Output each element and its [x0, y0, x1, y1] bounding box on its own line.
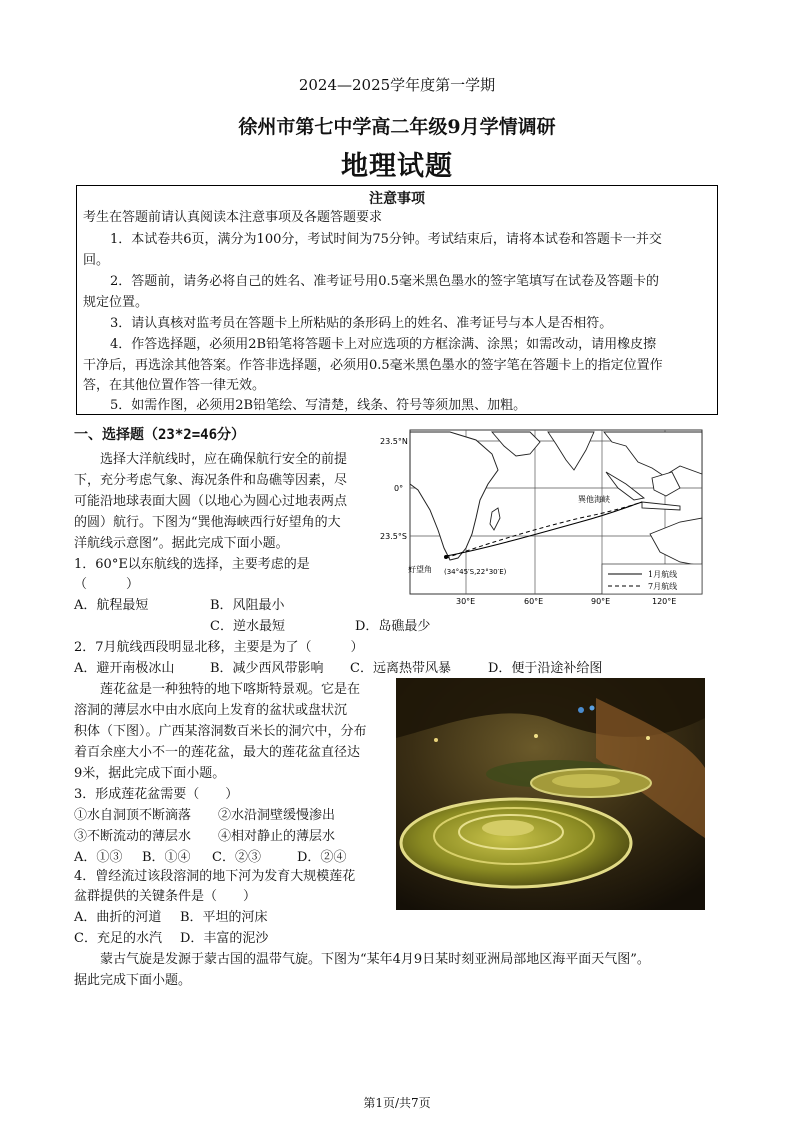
- lon-label: 60°E: [524, 597, 544, 606]
- route-map: [380, 426, 706, 606]
- question-3-stem: 3．形成莲花盆需要（ ）: [74, 787, 239, 802]
- place-label-sunda-strait: 巽他海峡: [578, 495, 610, 504]
- intro-text: 据此完成下面小题。: [74, 973, 192, 988]
- subject-title: 地理试题: [341, 151, 453, 182]
- lon-label: 30°E: [456, 597, 476, 606]
- intro-text: 可能沿地球表面大圆（以地心为圆心过地表两点: [74, 494, 348, 509]
- section-title: 一、选择题（23*2=46分）: [74, 427, 246, 443]
- notice-line: 回。: [83, 253, 110, 268]
- intro-text: 莲花盆是一种独特的地下喀斯特景观。它是在: [100, 682, 361, 697]
- question-4-stem: 盆群提供的关键条件是（ ）: [74, 889, 257, 904]
- exam-term: 2024—2025学年度第一学期: [298, 76, 496, 94]
- lat-label: 23.5°N: [380, 437, 408, 446]
- option-a: A．避开南极冰山: [74, 661, 175, 676]
- cape-point-marker: [444, 555, 448, 559]
- option-d: D．②④: [297, 850, 347, 865]
- notice-line: 规定位置。: [83, 295, 149, 310]
- statement-item: ③不断流动的薄层水: [74, 829, 192, 844]
- cape-coordinate-label: (34°45′S,22°30′E): [444, 568, 507, 576]
- option-b: B．平坦的河床: [180, 910, 268, 925]
- option-d: D．便于沿途补给图: [488, 661, 603, 676]
- notice-line: 2．答题前，请务必将自己的姓名、准考证号用0.5毫米黑色墨水的签字笔填写在试卷及答题卡的: [110, 274, 659, 289]
- intro-text: 的圆）航行。下图为“巽他海峡西行好望角的大: [74, 515, 341, 530]
- intro-text: 9米，据此完成下面小题。: [74, 766, 226, 781]
- question-2-stem: 2．7月航线西段明显北移，主要是为了（ ）: [74, 640, 364, 655]
- place-label-cape: 好望角: [408, 565, 432, 574]
- lat-label: 23.5°S: [380, 532, 407, 541]
- option-c: C．远离热带风暴: [350, 661, 451, 676]
- lotus-basin-photo: [396, 678, 705, 910]
- notice-box: [76, 185, 718, 415]
- option-a: A．航程最短: [74, 598, 149, 613]
- lat-label: 0°: [394, 484, 404, 493]
- intro-text: 洋航线示意图”。据此完成下面小题。: [74, 536, 289, 551]
- question-1-stem: 1．60°E以东航线的选择，主要考虑的是: [74, 557, 310, 572]
- option-b: B．减少西风带影响: [210, 661, 324, 676]
- legend-january: 1月航线: [648, 570, 678, 579]
- notice-line: 干净后，再选涂其他答案。作答非选择题，必须用0.5毫米黑色墨水的签字笔在答题卡上的指定位置作: [83, 358, 663, 373]
- notice-line: 5．如需作图，必须用2B铅笔绘、写清楚，线条、符号等须加黑、加粗。: [110, 398, 527, 413]
- lon-label: 90°E: [591, 597, 611, 606]
- option-d: D．岛礁最少: [355, 619, 431, 634]
- statement-item: ④相对静止的薄层水: [218, 829, 336, 844]
- notice-line: 3．请认真核对监考员在答题卡上所粘贴的条形码上的姓名、准考证号与本人是否相符。: [110, 316, 613, 331]
- intro-text: 下，充分考虑气象、海况条件和岛礁等因素，尽: [74, 473, 348, 488]
- notice-line: 考生在答题前请认真阅读本注意事项及各题答题要求: [83, 210, 383, 225]
- option-a: A．①③: [74, 850, 123, 865]
- option-c: C．充足的水汽: [74, 931, 162, 946]
- exam-title: 徐州市第七中学高二年级9月学情调研: [238, 116, 556, 138]
- option-b: B．①④: [142, 850, 191, 865]
- statement-item: ②水沿洞壁缓慢渗出: [218, 808, 336, 823]
- intro-text: 蒙古气旋是发源于蒙古国的温带气旋。下图为“某年4月9日某时刻亚洲局部地区海平面天气图”。: [100, 952, 650, 967]
- statement-item: ①水自洞顶不断滴落: [74, 808, 192, 823]
- option-d: D．丰富的泥沙: [180, 931, 269, 946]
- notice-line: 答，在其他位置作答一律无效。: [83, 378, 266, 393]
- question-1-blank: （ ）: [74, 577, 140, 592]
- legend-july: 7月航线: [648, 582, 678, 591]
- lon-label: 120°E: [652, 597, 677, 606]
- intro-text: 选择大洋航线时，应在确保航行安全的前提: [100, 452, 348, 467]
- notice-title: 注意事项: [369, 191, 425, 207]
- question-4-stem: 4．曾经流过该段溶洞的地下河为发育大规模莲花: [74, 869, 356, 884]
- option-c: C．逆水最短: [210, 619, 285, 634]
- notice-line: 1．本试卷共6页，满分为100分，考试时间为75分钟。考试结束后，请将本试卷和答题卡一并交: [110, 232, 662, 247]
- page-number: 第1页/共7页: [363, 1096, 431, 1110]
- option-a: A．曲折的河道: [74, 910, 162, 925]
- intro-text: 着百余座大小不一的莲花盆，最大的莲花盆直径达: [74, 745, 361, 760]
- notice-line: 4．作答选择题，必须用2B铅笔将答题卡上对应选项的方框涂满、涂黑；如需改动，请用橡皮擦: [110, 337, 657, 352]
- intro-text: 积体（下图）。广西某溶洞数百米长的洞穴中，分布: [74, 724, 367, 739]
- option-b: B．风阻最小: [210, 598, 285, 613]
- intro-text: 溶洞的薄层水中由水底向上发育的盆状或盘状沉: [74, 703, 348, 718]
- option-c: C．②③: [212, 850, 261, 865]
